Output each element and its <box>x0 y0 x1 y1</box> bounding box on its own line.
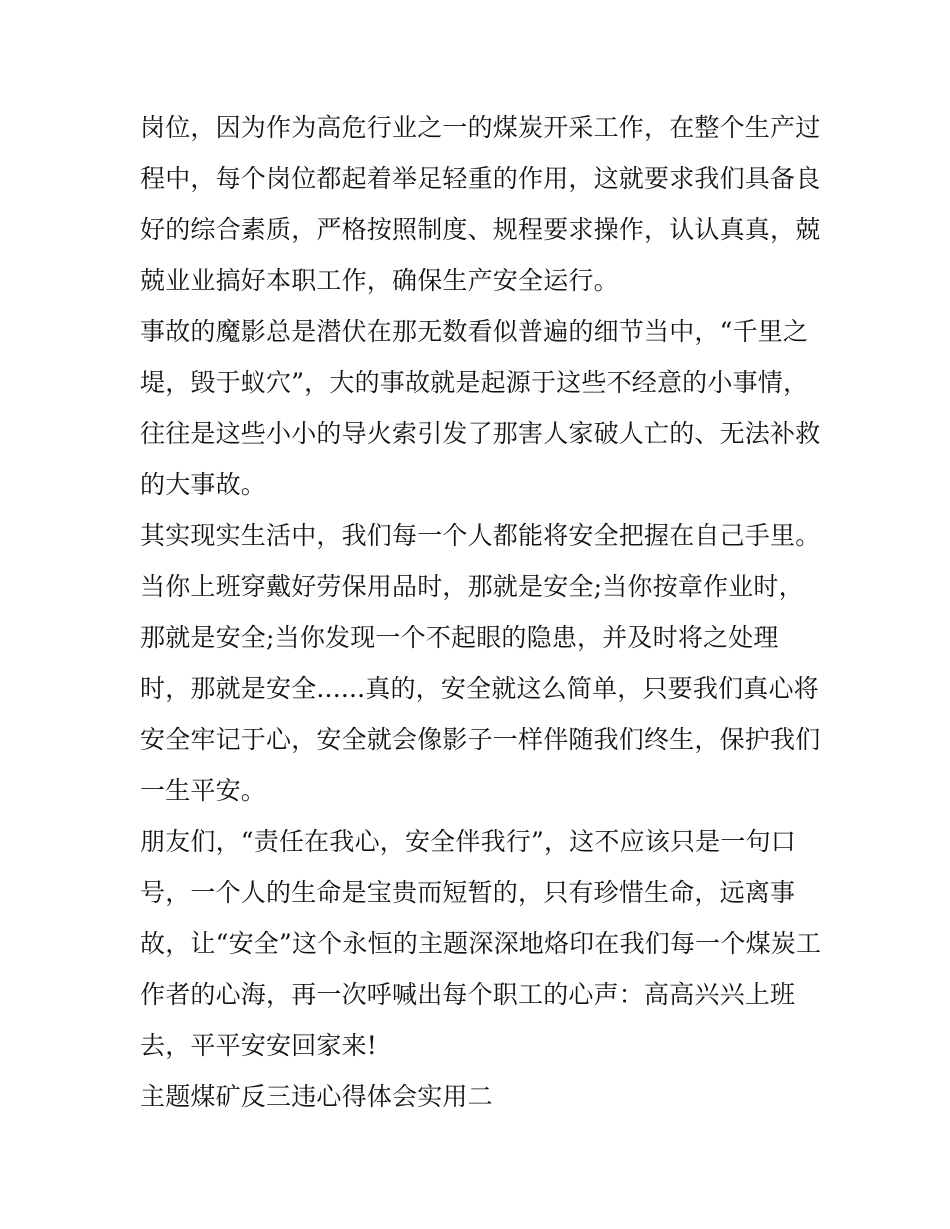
text-line: 作者的心海，再一次呼喊出每个职工的心声：高高兴兴上班 <box>140 980 796 1009</box>
text-line: 往往是这些小小的导火索引发了那害人家破人亡的、无法补救 <box>140 419 821 448</box>
text-line: 故，让“安全”这个永恒的主题深深地烙印在我们每一个煤炭工 <box>140 929 822 958</box>
text-line: 堤，毁于蚁穴”，大的事故就是起源于这些不经意的小事情， <box>140 368 809 397</box>
text-line: 兢业业搞好本职工作，确保生产安全运行。 <box>140 266 619 295</box>
document-body <box>140 102 820 1122</box>
text-line: 一生平安。 <box>140 776 267 805</box>
text-line: 去，平平安安回家来! <box>140 1031 378 1060</box>
text-line: 程中，每个岗位都起着举足轻重的作用，这就要求我们具备良 <box>140 164 821 193</box>
text-line: 安全牢记于心，安全就会像影子一样伴随我们终生，保护我们 <box>140 725 821 754</box>
text-line: 岗位，因为作为高危行业之一的煤炭开采工作，在整个生产过 <box>140 113 821 142</box>
text-line: 好的综合素质，严格按照制度、规程要求操作，认认真真，兢 <box>140 215 821 244</box>
text-line: 事故的魔影总是潜伏在那无数看似普遍的细节当中，“千里之 <box>140 317 809 346</box>
section-heading: 主题煤矿反三违心得体会实用二 <box>140 1082 493 1111</box>
text-line: 当你上班穿戴好劳保用品时，那就是安全;当你按章作业时， <box>140 572 804 601</box>
text-line: 那就是安全;当你发现一个不起眼的隐患，并及时将之处理 <box>140 623 779 652</box>
text-line: 其实现实生活中，我们每一个人都能将安全把握在自己手里。 <box>140 521 821 550</box>
text-line: 时，那就是安全......真的，安全就这么简单，只要我们真心将 <box>140 674 819 703</box>
text-line: 的大事故。 <box>140 470 267 499</box>
text-line: 朋友们，“责任在我心，安全伴我行”，这不应该只是一句口 <box>140 827 796 856</box>
text-line: 号，一个人的生命是宝贵而短暂的，只有珍惜生命，远离事 <box>140 878 796 907</box>
